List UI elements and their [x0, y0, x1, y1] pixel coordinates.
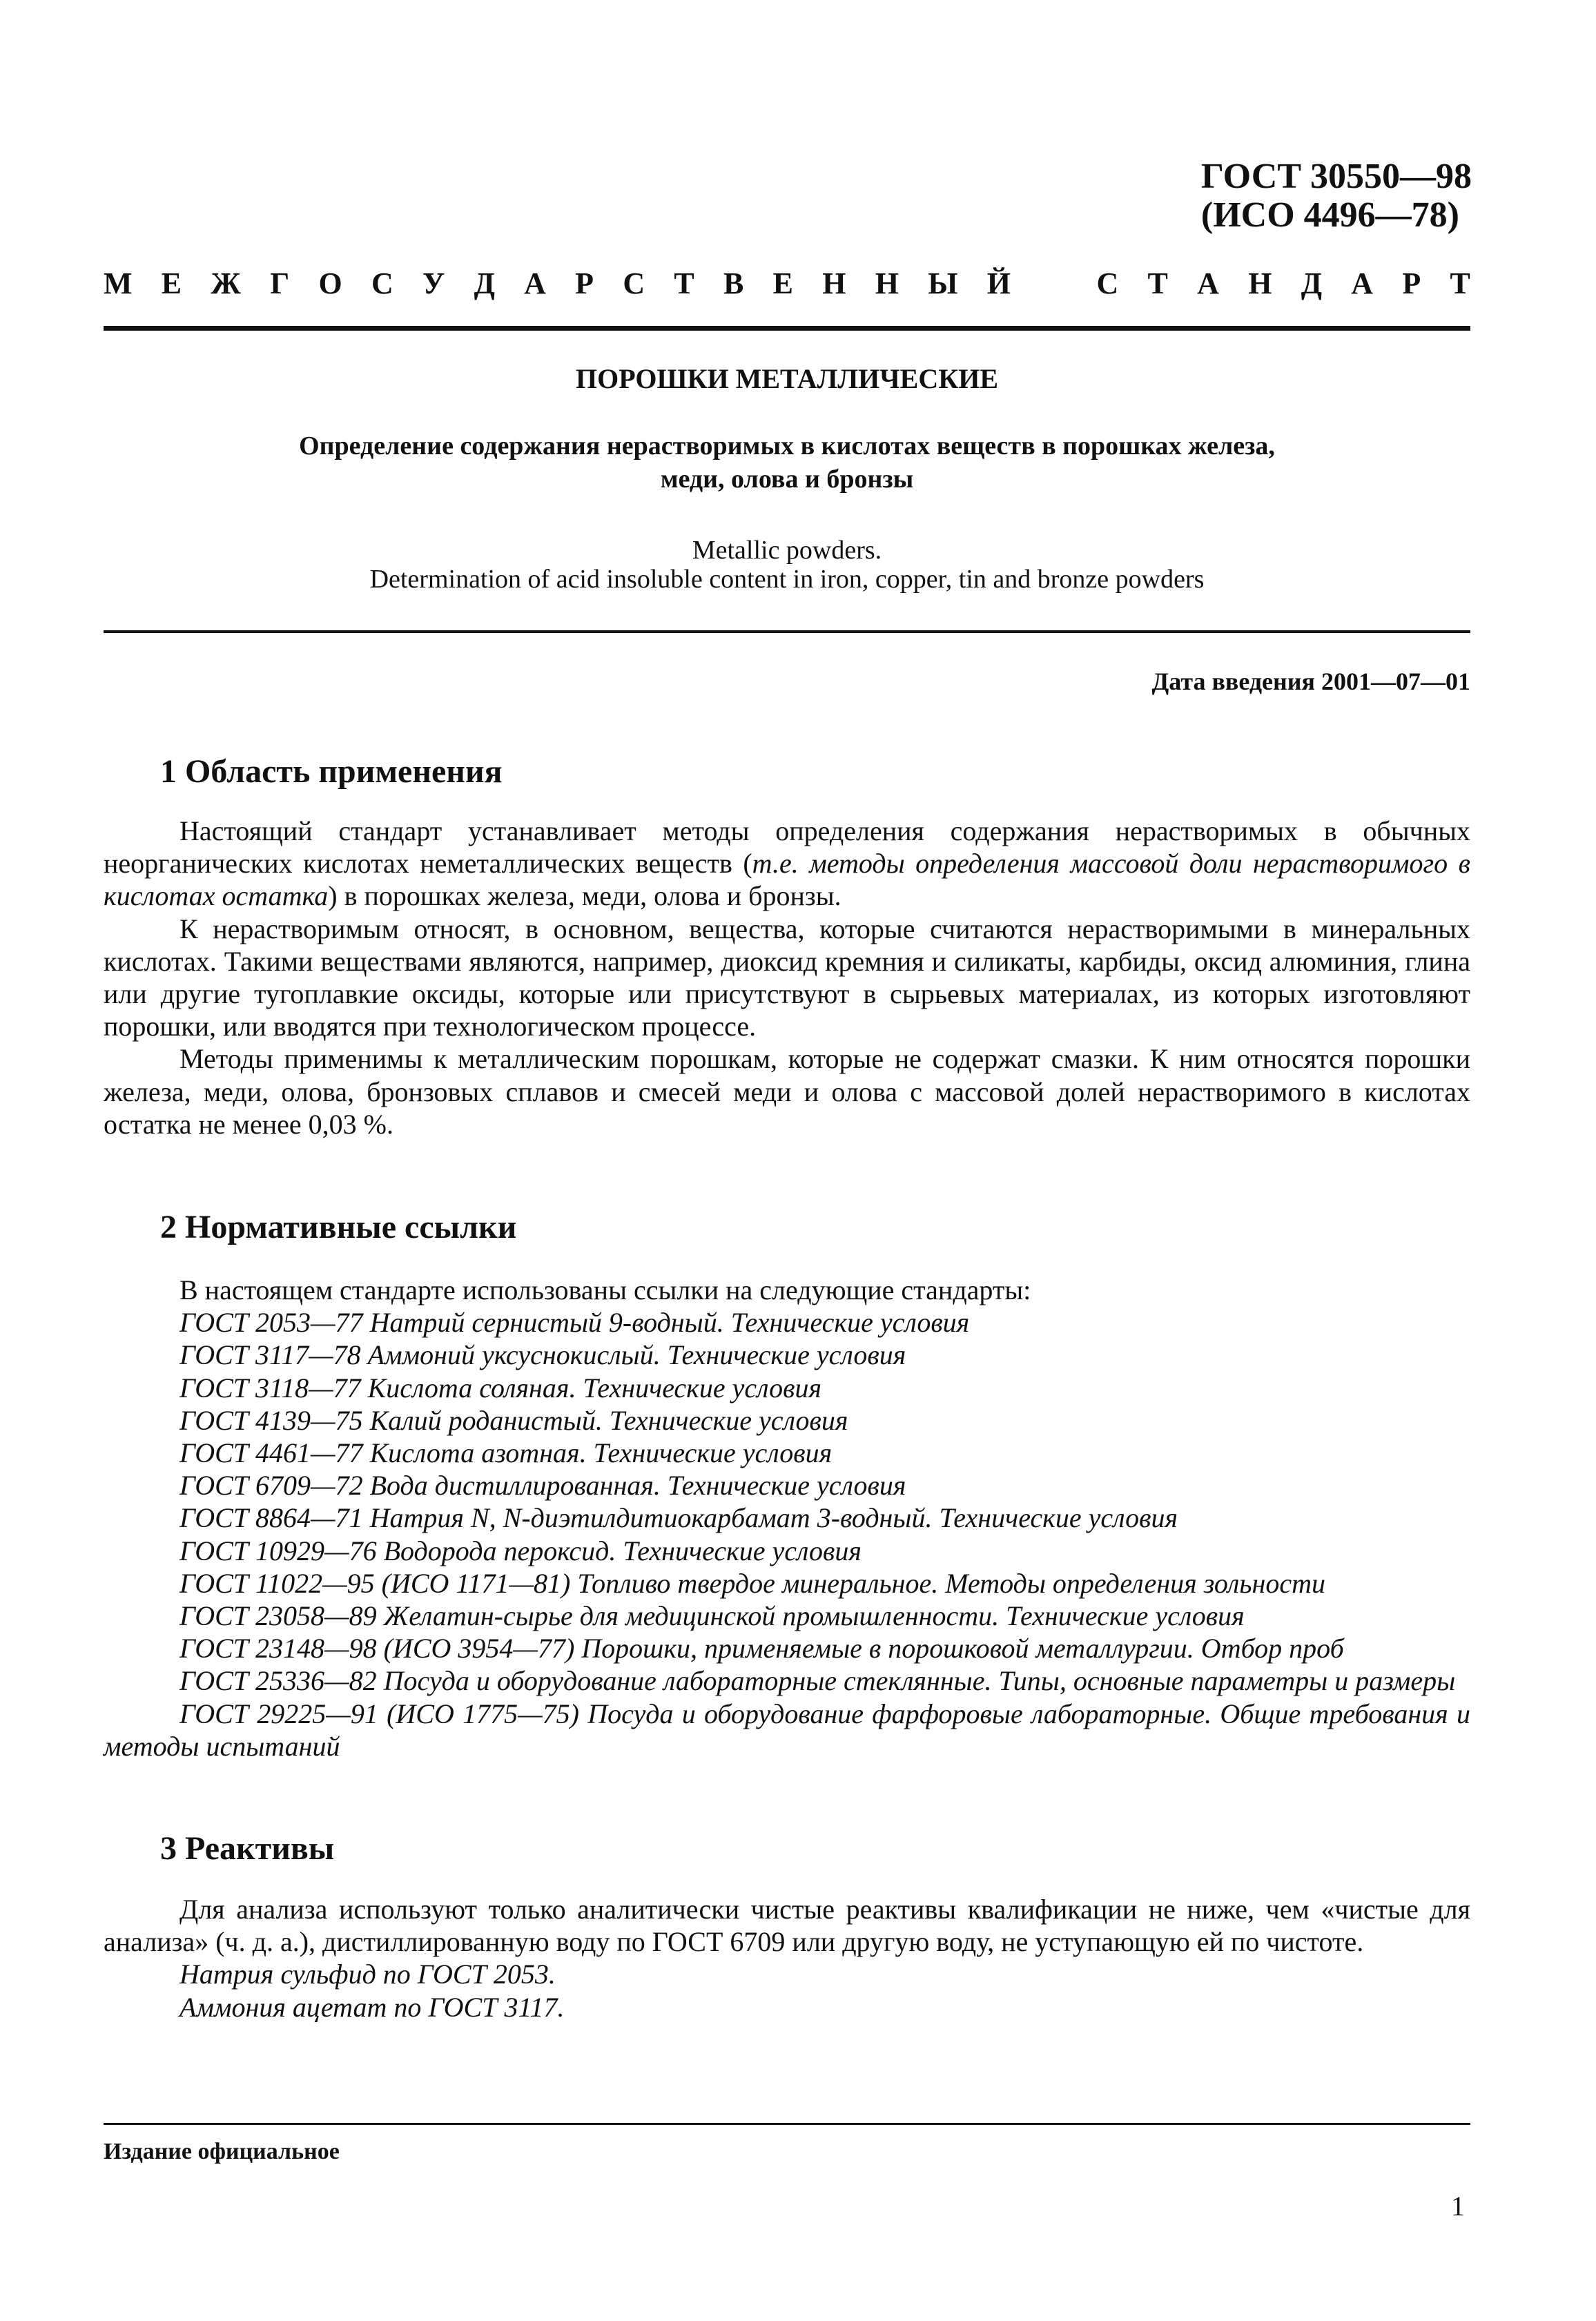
reagent-item: Натрия сульфид по ГОСТ 2053.	[179, 1959, 556, 1990]
spaced-letter: Н	[875, 266, 899, 300]
paragraph: В настоящем стандарте использованы ссылки на следующие стандарты:	[179, 1274, 1031, 1305]
reference-item: ГОСТ 25336—82 Посуда и оборудование лабораторные стеклянные. Типы, основные параметры и размеры	[179, 1665, 1456, 1697]
reference-item: ГОСТ 4139—75 Калий роданистый. Технические условия	[179, 1404, 848, 1436]
spaced-letter: Р	[1402, 266, 1421, 300]
spaced-letter: Й	[986, 266, 1011, 300]
reference-list	[104, 1306, 1470, 1762]
effective-date: Дата введения 2001—07—01	[1151, 668, 1470, 695]
spaced-letter: Е	[161, 266, 182, 300]
reference-item: ГОСТ 29225—91 (ИСО 1775—75) Посуда и оборудование фарфоровые лабораторные. Общие требования и методы испытаний	[104, 1698, 1470, 1762]
paragraph: К нерастворимым относят, в основном, вещества, которые считаются нерастворимыми в минеральных кислотах. Такими веществами являются, например, диоксид кремния и силикаты, карбиды, оксид алюминия, глина или другие тугоплавкие оксиды, которые или присутствуют в сырьевых материалах, из которых изготовляют порошки, или вводятся при технологическом процессе.	[104, 913, 1470, 1042]
iso-number: (ИСО 4496—78)	[1200, 195, 1459, 235]
word-gap	[1040, 266, 1067, 301]
spaced-letter: О	[318, 266, 342, 300]
reference-item: ГОСТ 3118—77 Кислота соляная. Технические условия	[179, 1372, 822, 1404]
reagent-item: Аммония ацетат по ГОСТ 3117.	[179, 1991, 565, 2023]
spaced-letter: Д	[474, 266, 495, 300]
spaced-letter: Р	[575, 266, 594, 300]
subtitle-line: меди, олова и бронзы	[660, 465, 914, 494]
english-title-line: Determination of acid insoluble content in iron, copper, tin and bronze powders	[369, 565, 1205, 594]
english-title	[104, 536, 1470, 594]
paragraph: Настоящий стандарт устанавливает методы определения содержания нерастворимых в обычных неорганических кислотах неметаллических веществ (т.е. методы определения массовой доли нерастворимого в кислотах остатка) в порошках железа, меди, олова и бронзы.	[104, 815, 1470, 912]
section-2-body	[104, 1274, 1470, 1762]
paragraph: Методы применимы к металлическим порошкам, которые не содержат смазки. К ним относятся порошки железа, меди, олова, бронзовых сплавов и смесей меди и олова с массовой долей нерастворимого в кислотах остатка не менее 0,03 %.	[104, 1043, 1470, 1140]
gost-number: ГОСТ 30550—98	[1200, 157, 1472, 196]
document-subtitle	[104, 429, 1470, 496]
reference-item: ГОСТ 23058—89 Желатин-сырье для медицинской промышленности. Технические условия	[179, 1600, 1245, 1632]
spaced-letter: Ж	[211, 266, 241, 300]
reference-item: ГОСТ 11022—95 (ИСО 1171—81) Топливо твердое минеральное. Методы определения зольности	[179, 1567, 1325, 1599]
spaced-letter: Д	[1301, 266, 1322, 300]
spaced-letter: Т	[1450, 266, 1470, 300]
section-3-body	[104, 1893, 1470, 2023]
standard-code	[1201, 157, 1472, 235]
title-rule	[104, 630, 1470, 633]
standard-type	[104, 266, 1470, 301]
reagent-list	[104, 1958, 1470, 2023]
section-1-body	[104, 815, 1470, 1140]
document-title: ПОРОШКИ МЕТАЛЛИЧЕСКИЕ	[575, 363, 999, 394]
page-number: 1	[1451, 2191, 1465, 2222]
section-2-heading: 2 Нормативные ссылки	[160, 1209, 517, 1245]
footer-rule	[104, 2123, 1470, 2125]
spaced-letter: У	[422, 266, 445, 300]
spaced-letter: Г	[270, 266, 290, 300]
reference-item: ГОСТ 6709—72 Вода дистиллированная. Технические условия	[179, 1470, 906, 1502]
reference-item: ГОСТ 10929—76 Водорода пероксид. Технические условия	[179, 1535, 862, 1566]
section-3-heading: 3 Реактивы	[160, 1830, 335, 1867]
reference-item: ГОСТ 23148—98 (ИСО 3954—77) Порошки, применяемые в порошковой металлургии. Отбор проб	[179, 1633, 1344, 1664]
spaced-letter: В	[723, 266, 744, 300]
reference-item: ГОСТ 4461—77 Кислота азотная. Технические условия	[179, 1437, 833, 1469]
spaced-letter: А	[1351, 266, 1374, 300]
reference-item: ГОСТ 8864—71 Натрия N, N-диэтилдитиокарбамат 3-водный. Технические условия	[179, 1502, 1178, 1534]
paragraph: Для анализа используют только аналитически чистые реактивы квалификации не ниже, чем «чистые для анализа» (ч. д. а.), дистиллированную воду по ГОСТ 6709 или другую воду, не уступающую ей по чистоте.	[104, 1894, 1470, 1958]
reference-item: ГОСТ 3117—78 Аммоний уксуснокислый. Технические условия	[179, 1339, 906, 1371]
spaced-letter: А	[524, 266, 546, 300]
english-title-line: Metallic powders.	[692, 536, 882, 565]
header-rule	[104, 326, 1470, 331]
spaced-letter: Е	[772, 266, 793, 300]
edition-note: Издание официальное	[104, 2139, 340, 2164]
reference-item: ГОСТ 2053—77 Натрий сернистый 9-водный. Технические условия	[179, 1307, 970, 1339]
spaced-letter: С	[371, 266, 393, 300]
spaced-letter: Н	[1248, 266, 1272, 300]
spaced-letter: Т	[1147, 266, 1168, 300]
section-1-heading: 1 Область применения	[160, 753, 503, 790]
spaced-letter: С	[623, 266, 645, 300]
spaced-letter: С	[1096, 266, 1119, 300]
spaced-letter: А	[1197, 266, 1219, 300]
spaced-letter: М	[104, 266, 133, 300]
spaced-letter: Т	[674, 266, 694, 300]
spaced-letter: Ы	[928, 266, 958, 300]
subtitle-line: Определение содержания нерастворимых в кислотах веществ в порошках железа,	[299, 431, 1275, 460]
spaced-letter: Н	[822, 266, 846, 300]
